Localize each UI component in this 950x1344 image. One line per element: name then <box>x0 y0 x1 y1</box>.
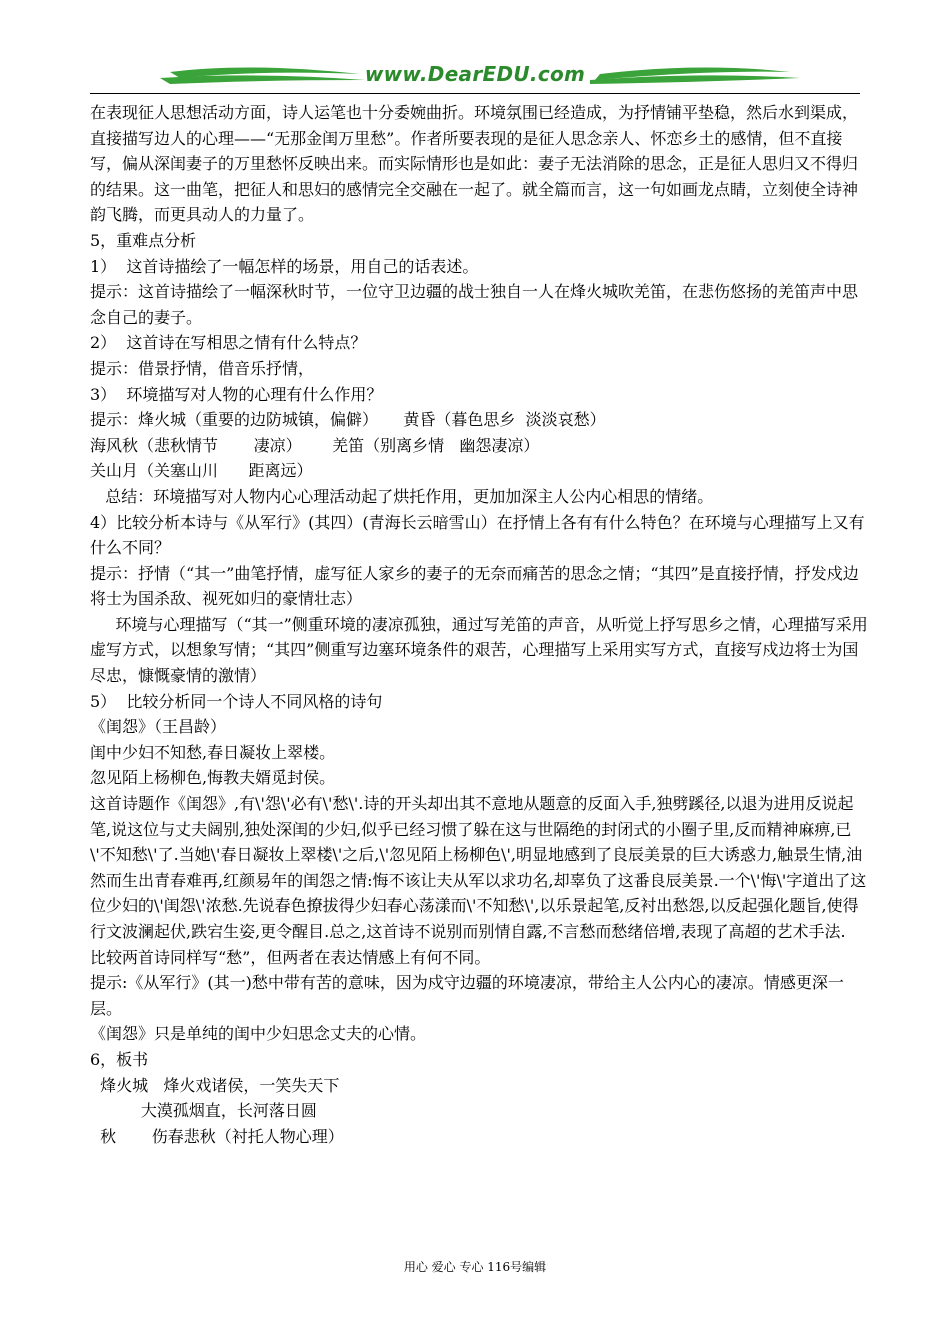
page-footer: 用心 爱心 专心 116号编辑 <box>403 1260 547 1274</box>
paragraph: 提示：这首诗描绘了一幅深秋时节，一位守卫边疆的战士独自一人在烽火城吹羌笛，在悲伤悠扬的羌笛声中思念自己的妻子。 <box>90 282 859 327</box>
site-header <box>90 58 860 92</box>
header-rule <box>90 93 860 94</box>
paragraph: 这首诗题作《闺怨》,有\'怨\'必有\'愁\'.诗的开头却出其不意地从题意的反面入手,独劈蹊径,以退为进用反说起笔,说这位与丈夫阔别,独处深闺的少妇,似乎已经习惯了躲在这与世隔绝的封闭式的小圈子里,反而精神麻痹,已\'不知愁\'了.当她\'春日凝妆上翠楼\'之后,\'忽见陌上杨柳色\',明显地感到了良辰美景的巨大诱惑力,触景生情,油然而生出青春难再,红颜易年的闺怨之情:悔不该让夫从军以求功名,却辜负了这番良辰美景.一个\'悔\'字道出了这位少妇的\'闺怨\'浓愁.先说春色撩拔得少妇春心荡漾而\'不知愁\',以乐景起笔,反衬出愁怨,以反起强化题旨,使得行文波澜起伏,跌宕生姿,更令醒目.总之,这首诗不说别而别情自露,不言愁而愁绪倍增,表现了高超的艺术手法. <box>90 794 867 941</box>
question: 2） 这首诗在写相思之情有什么特点？ <box>90 333 367 353</box>
board-line: 秋 伤春悲秋（衬托人物心理） <box>90 1126 344 1146</box>
site-brand[interactable]: www.DearEDU.com <box>364 62 586 86</box>
paragraph: 海风秋（悲秋情节 凄凉） 羌笛（别离乡情 幽怨凄凉） <box>90 435 540 455</box>
paragraph: 提示:《从军行》(其一)愁中带有苦的意味，因为戍守边疆的环境凄凉，带给主人公内心的凄凉。情感更深一层。 <box>90 973 844 1018</box>
paragraph: 关山月（关塞山川 距离远） <box>90 461 313 481</box>
question: 5） 比较分析同一个诗人不同风格的诗句 <box>90 691 383 711</box>
section-heading: 5，重难点分析 <box>90 230 197 250</box>
board-line: 烽火城 烽火戏诸侯，一笑失天下 <box>90 1075 340 1095</box>
paragraph: 总结：环境描写对人物内心心理活动起了烘托作用，更加加深主人公内心相思的情绪。 <box>90 486 714 506</box>
paragraph: 环境与心理描写（“其一”侧重环境的凄凉孤独，通过写羌笛的声音，从听觉上抒写思乡之情，心理描写采用虚写方式，以想象写情；“其四”侧重写边塞环境条件的艰苦，心理描写上采用实写方式，直接写戍边将士为国尽忠，慷慨豪情的激情） <box>90 614 868 686</box>
board-line: 大漠孤烟直，长河落日圆 <box>90 1101 317 1121</box>
question: 4）比较分析本诗与《从军行》(其四）(青海长云暗雪山）在抒情上各有有什么特色？在环境与心理描写上又有什么不同？ <box>90 512 865 558</box>
paragraph: 提示：烽火城（重要的边防城镇，偏僻） 黄昏（暮色思乡 淡淡哀愁） <box>90 410 606 430</box>
paragraph: 提示：借景抒情，借音乐抒情， <box>90 358 315 378</box>
paragraph: 《闺怨》只是单纯的闺中少妇思念丈夫的心情。 <box>90 1024 427 1044</box>
poem-line: 忽见陌上杨柳色,悔教夫婿觅封侯。 <box>90 768 336 788</box>
poem-line: 闺中少妇不知愁,春日凝妆上翠楼。 <box>90 742 336 762</box>
document-body <box>90 100 870 1149</box>
section-heading: 6，板书 <box>90 1049 149 1069</box>
poem-title: 《闺怨》（王昌龄） <box>90 717 227 737</box>
question: 1） 这首诗描绘了一幅怎样的场景，用自己的话表述。 <box>90 256 479 276</box>
paragraph: 在表现征人思想活动方面，诗人运笔也十分委婉曲折。环境氛围已经造成，为抒情铺平垫稳，然后水到渠成，直接描写边人的心理——“无那金闺万里愁”。作者所要表现的是征人思念亲人、怀恋乡土的感情，但不直接写，偏从深闺妻子的万里愁怀反映出来。而实际情形也是如此：妻子无法消除的思念，正是征人思归又不得归的结果。这一曲笔，把征人和思妇的感情完全交融在一起了。就全篇而言，这一句如画龙点睛，立刻使全诗神韵飞腾，而更具动人的力量了。 <box>90 103 859 225</box>
question: 3） 环境描写对人物的心理有什么作用？ <box>90 384 383 404</box>
paragraph: 提示：抒情（“其一”曲笔抒情，虚写征人家乡的妻子的无奈而痛苦的思念之情；“其四”是直接抒情，抒发戍边将士为国杀敌、视死如归的豪情壮志） <box>90 563 859 609</box>
paragraph: 比较两首诗同样写“愁”，但两者在表达情感上有何不同。 <box>90 947 491 967</box>
